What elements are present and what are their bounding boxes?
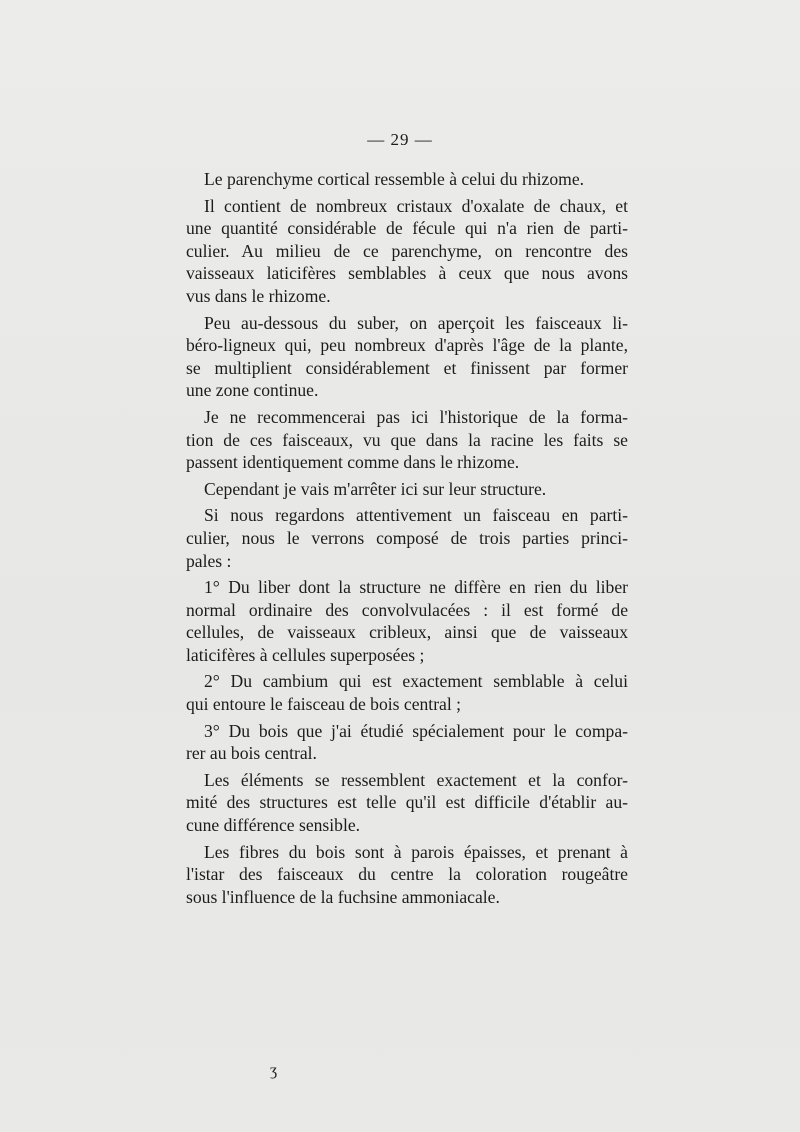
text-line: cellules, de vaisseaux cribleux, ainsi que de vaisseaux — [186, 622, 628, 643]
page-number: — 29 — — [367, 130, 433, 149]
paragraph — [186, 841, 628, 909]
text-line: sous l'influence de la fuchsine ammoniacale. — [186, 886, 500, 907]
text-line: se multiplient considérablement et finissent par former — [186, 357, 628, 378]
text-line: culier, nous le verrons composé de trois parties princi- — [186, 527, 628, 548]
paragraph — [186, 769, 628, 837]
text-line: vaisseaux laticifères semblables à ceux que nous avons — [186, 263, 628, 284]
text-line: cune différence sensible. — [186, 815, 361, 836]
text-line: Il contient de nombreux cristaux d'oxalate de chaux, et — [204, 195, 628, 216]
paragraph — [186, 478, 628, 501]
text-line: rer au bois central. — [186, 743, 317, 764]
text-line: passent identiquement comme dans le rhizome. — [186, 452, 520, 473]
text-line: mité des structures est telle qu'il est difficile d'établir au- — [186, 792, 628, 813]
paragraph — [186, 576, 628, 666]
paragraph — [186, 406, 628, 474]
paragraph — [186, 195, 628, 308]
paragraph — [186, 670, 628, 715]
text-line: une zone continue. — [186, 380, 319, 401]
text-line: l'istar des faisceaux du centre la coloration rougeâtre — [186, 864, 628, 885]
ink-mark: ʒ — [270, 1062, 278, 1079]
text-line: normal ordinaire des convolvulacées : il est formé de — [186, 599, 628, 620]
text-line: Cependant je vais m'arrêter ici sur leur structure. — [204, 478, 547, 499]
text-line: qui entoure le faisceau de bois central ; — [186, 694, 462, 715]
text-line: Les éléments se ressemblent exactement et la confor- — [204, 769, 628, 790]
text-line: Le parenchyme cortical ressemble à celui du rhizome. — [204, 169, 585, 189]
text-line: une quantité considérable de fécule qui n'a rien de parti- — [186, 218, 628, 239]
paragraph — [186, 720, 628, 765]
text-line: Les fibres du bois sont à parois épaisses, et prenant à — [204, 841, 628, 862]
body-text — [186, 168, 628, 908]
paragraph — [186, 312, 628, 402]
text-line: laticifères à cellules superposées ; — [186, 644, 425, 665]
text-line: Peu au-dessous du suber, on aperçoit les faisceaux li- — [204, 312, 628, 333]
text-line: Je ne recommencerai pas ici l'historique de la forma- — [204, 406, 628, 427]
paragraph — [186, 168, 628, 191]
text-line: culier. Au milieu de ce parenchyme, on rencontre des — [186, 240, 628, 261]
text-line: vus dans le rhizome. — [186, 285, 331, 306]
text-line: 3° Du bois que j'ai étudié spécialement pour le compa- — [204, 720, 628, 741]
text-line: Si nous regardons attentivement un faisceau en parti- — [204, 505, 628, 526]
text-line: béro-ligneux qui, peu nombreux d'après l'âge de la plante, — [186, 335, 628, 356]
text-line: tion de ces faisceaux, vu que dans la racine les faits se — [186, 429, 628, 450]
text-line: 1° Du liber dont la structure ne diffère en rien du liber — [204, 577, 628, 598]
text-line: 2° Du cambium qui est exactement semblable à celui — [204, 671, 628, 692]
text-line: pales : — [186, 550, 232, 571]
paragraph — [186, 504, 628, 572]
